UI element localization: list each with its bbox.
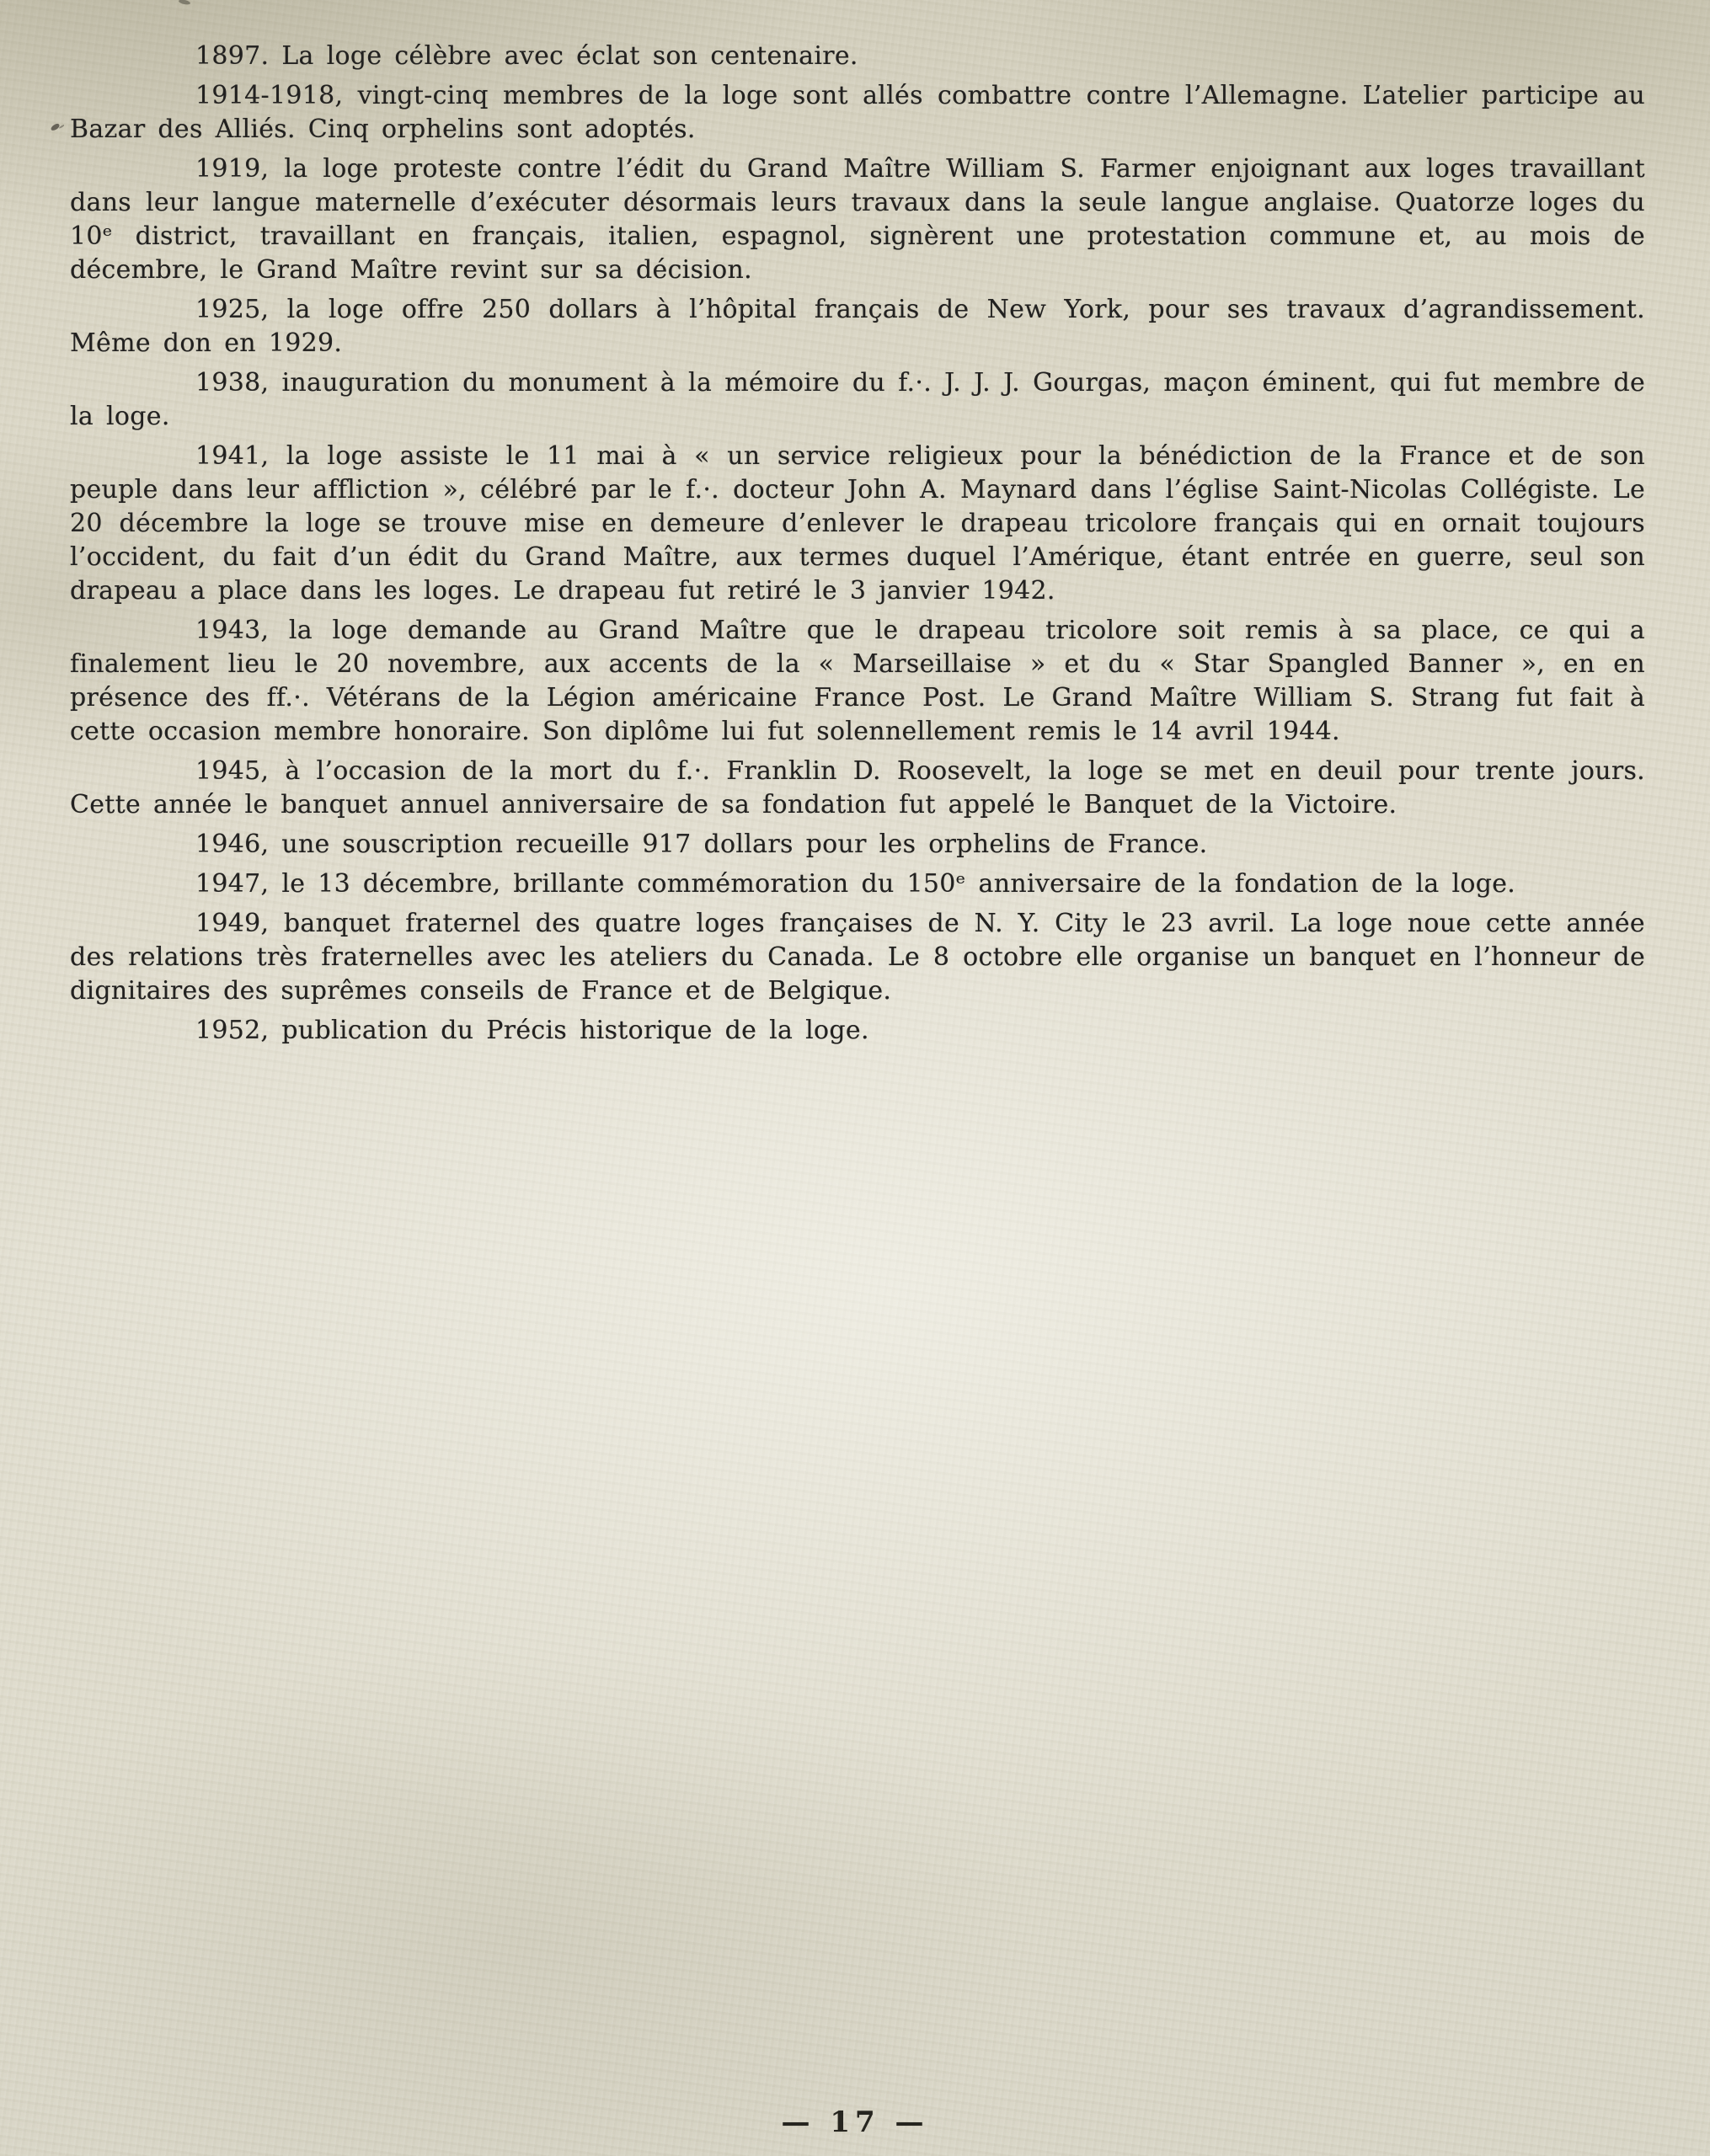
paragraph-1941: 1941, la loge assiste le 11 mai à « un service religieux pour la bénédiction de la France et de son peuple dans leur affliction », célébré par le f.·. docteur John A. Maynard dans l’église Saint-Nicolas Collégiste. Le 20 décembre la loge se trouve mise en demeure d’enlever le drapeau tricolore français qui en ornait toujours l’occident, du fait d’un édit du Grand Maître, aux termes duquel l’Amérique, étant entrée en guerre, seul son drapeau a place dans les loges. Le drapeau fut retiré le 3 janvier 1942. bbox=[70, 441, 1645, 606]
paragraph-1897: 1897. La loge célèbre avec éclat son centenaire. bbox=[195, 41, 858, 71]
paragraph-1938: 1938, inauguration du monument à la mémoire du f.·. J. J. J. Gourgas, maçon éminent, qui fut membre de la loge. bbox=[70, 368, 1645, 431]
paragraph-1919: 1919, la loge proteste contre l’édit du Grand Maître William S. Farmer enjoignant aux loges travaillant dans leur langue maternelle d’exécuter désormais leurs travaux dans la seule langue anglaise. Quatorze loges du 10ᵉ district, travaillant en français, italien, espagnol, signèrent une protestation commune et, au mois de décembre, le Grand Maître revint sur sa décision. bbox=[70, 154, 1645, 285]
paragraph-1947: 1947, le 13 décembre, brillante commémoration du 150ᵉ anniversaire de la fondation de la loge. bbox=[195, 869, 1516, 899]
page-number: — 17 — bbox=[781, 2105, 929, 2139]
paragraph-1914-1918: 1914-1918, vingt-cinq membres de la loge sont allés combattre contre l’Allemagne. L’atelier participe au Bazar des Alliés. Cinq orphelins sont adoptés. bbox=[70, 81, 1645, 144]
paragraph-1925: 1925, la loge offre 250 dollars à l’hôpital français de New York, pour ses travaux d’agrandissement. Même don en 1929. bbox=[70, 295, 1645, 358]
ink-speck bbox=[50, 123, 61, 131]
ink-speck bbox=[179, 0, 191, 5]
paragraph-1945: 1945, à l’occasion de la mort du f.·. Franklin D. Roosevelt, la loge se met en deuil pour trente jours. Cette année le banquet annuel anniversaire de sa fondation fut appelé le Banquet de la Victoire. bbox=[70, 756, 1645, 819]
paragraph-1949: 1949, banquet fraternel des quatre loges françaises de N. Y. City le 23 avril. La loge noue cette année des relations très fraternelles avec les ateliers du Canada. Le 8 octobre elle organise un banquet en l’honneur de dignitaires des suprêmes conseils de France et de Belgique. bbox=[70, 909, 1645, 1006]
paragraph-1952: 1952, publication du Précis historique de la loge. bbox=[195, 1016, 869, 1045]
paragraph-1943: 1943, la loge demande au Grand Maître que le drapeau tricolore soit remis à sa place, ce qui a finalement lieu le 20 novembre, aux accents de la « Marseillaise » et du « Star Spangled Banner », en en présence des ff.·. Vétérans de la Légion américaine France Post. Le Grand Maître William S. Strang fut fait à cette occasion membre honoraire. Son diplôme lui fut solennellement remis le 14 avril 1944. bbox=[70, 616, 1645, 746]
text-block bbox=[70, 40, 1645, 1054]
paragraph-1946: 1946, une souscription recueille 917 dollars pour les orphelins de France. bbox=[195, 830, 1208, 859]
